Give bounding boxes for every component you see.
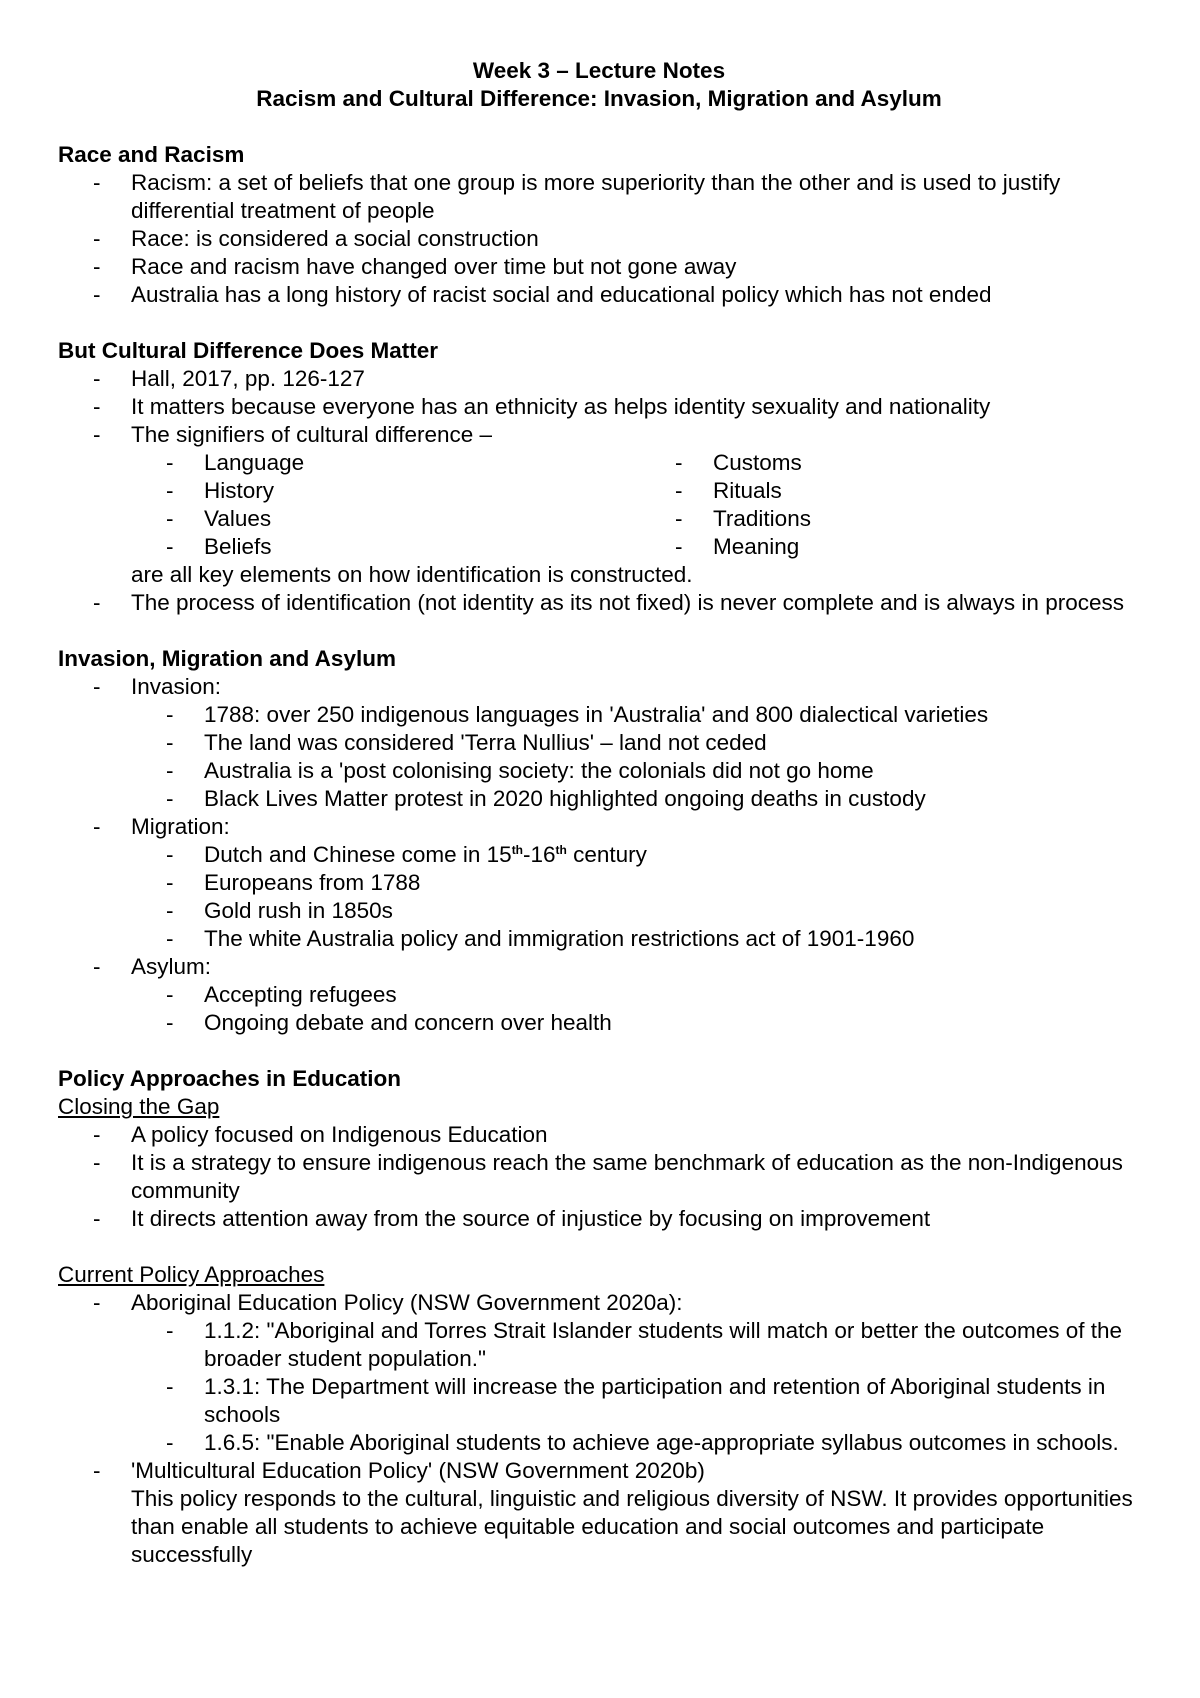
list-item: - History: [58, 477, 640, 505]
list-item: [58, 1457, 1140, 1569]
list-item: - Race and racism have changed over time but not gone away: [58, 253, 1140, 281]
heading-policy-approaches: Policy Approaches in Education: [58, 1066, 401, 1091]
list-item: - Beliefs: [58, 533, 640, 561]
list-item: - Language: [58, 449, 640, 477]
list-item: - Values: [58, 505, 640, 533]
list-item: - Customs: [640, 449, 1060, 477]
list-item: - Black Lives Matter protest in 2020 highlighted ongoing deaths in custody: [58, 785, 1140, 813]
asylum-label: Asylum:: [131, 954, 212, 979]
heading-cultural-difference: But Cultural Difference Does Matter: [58, 338, 439, 363]
list-item: - Race: is considered a social construction: [58, 225, 1140, 253]
asylum-sublist: [131, 981, 1140, 1037]
list-item: - The process of identification (not identity as its not fixed) is never complete and is always in process: [58, 589, 1140, 617]
invasion-list: [58, 673, 1140, 1037]
subheading-current-policy: Current Policy Approaches: [58, 1262, 325, 1287]
list-item: - Accepting refugees: [58, 981, 1140, 1009]
signifiers-right-list: [640, 449, 1060, 561]
list-item: - It is a strategy to ensure indigenous reach the same benchmark of education as the non-Indigenous community: [58, 1149, 1140, 1205]
multicultural-policy-text: This policy responds to the cultural, linguistic and religious diversity of NSW. It provides opportunities than enable all students to achieve equitable education and social outcomes and participate successfully: [131, 1486, 1133, 1567]
invasion-label: Invasion:: [131, 674, 222, 699]
multicultural-policy-label: 'Multicultural Education Policy' (NSW Government 2020b): [131, 1458, 705, 1483]
list-item: - Australia has a long history of racist social and educational policy which has not ended: [58, 281, 1140, 309]
list-item: - 1788: over 250 indigenous languages in 'Australia' and 800 dialectical varieties: [58, 701, 1140, 729]
list-item: [58, 673, 1140, 813]
list-item: - 1.6.5: "Enable Aboriginal students to achieve age-appropriate syllabus outcomes in schools.: [58, 1429, 1140, 1457]
list-item: [58, 953, 1140, 1037]
current-policy-list: [58, 1289, 1140, 1569]
race-list: [58, 169, 1140, 309]
list-item: - 1.1.2: "Aboriginal and Torres Strait Islander students will match or better the outcomes of the broader student population.": [58, 1317, 1140, 1373]
list-item: - Dutch and Chinese come in 15th-16th century: [58, 841, 1140, 869]
list-item: [58, 1289, 1140, 1457]
heading-race-racism: Race and Racism: [58, 142, 245, 167]
cultural-list: [58, 365, 1140, 561]
aboriginal-policy-sublist: [131, 1317, 1140, 1457]
list-item: - It matters because everyone has an ethnicity as helps identity sexuality and nationality: [58, 393, 1140, 421]
aboriginal-policy-label: Aboriginal Education Policy (NSW Government 2020a):: [131, 1290, 683, 1315]
list-item: - Australia is a 'post colonising society: the colonials did not go home: [58, 757, 1140, 785]
list-item: - Meaning: [640, 533, 1060, 561]
signifiers-columns: [58, 449, 1140, 561]
invasion-sublist: [131, 701, 1140, 813]
list-item: - Europeans from 1788: [58, 869, 1140, 897]
list-item: - It directs attention away from the source of injustice by focusing on improvement: [58, 1205, 1140, 1233]
list-item: - Ongoing debate and concern over health: [58, 1009, 1140, 1037]
list-item: - The white Australia policy and immigration restrictions act of 1901-1960: [58, 925, 1140, 953]
list-item: - Gold rush in 1850s: [58, 897, 1140, 925]
migration-sublist: [131, 841, 1140, 953]
migration-label: Migration:: [131, 814, 230, 839]
title-week: Week 3 – Lecture Notes: [472, 58, 726, 83]
signifiers-continuation: are all key elements on how identification is constructed.: [131, 562, 693, 587]
list-item: - Racism: a set of beliefs that one group is more superiority than the other and is used to justify differential treatment of people: [58, 169, 1140, 225]
heading-invasion-migration-asylum: Invasion, Migration and Asylum: [58, 646, 396, 671]
list-item: [58, 813, 1140, 953]
list-item: - The land was considered 'Terra Nullius' – land not ceded: [58, 729, 1140, 757]
subheading-closing-the-gap: Closing the Gap: [58, 1094, 220, 1119]
list-item: - Hall, 2017, pp. 126-127: [58, 365, 1140, 393]
list-item: - Traditions: [640, 505, 1060, 533]
closing-gap-list: [58, 1121, 1140, 1233]
cultural-list-end: [58, 589, 1140, 617]
list-item: - A policy focused on Indigenous Education: [58, 1121, 1140, 1149]
signifiers-intro: The signifiers of cultural difference –: [131, 422, 493, 447]
title-topic: Racism and Cultural Difference: Invasion, Migration and Asylum: [256, 86, 942, 111]
list-item: - Rituals: [640, 477, 1060, 505]
signifiers-left-list: [58, 449, 640, 561]
list-item: [58, 421, 1140, 561]
list-item: - 1.3.1: The Department will increase the participation and retention of Aboriginal students in schools: [58, 1373, 1140, 1429]
